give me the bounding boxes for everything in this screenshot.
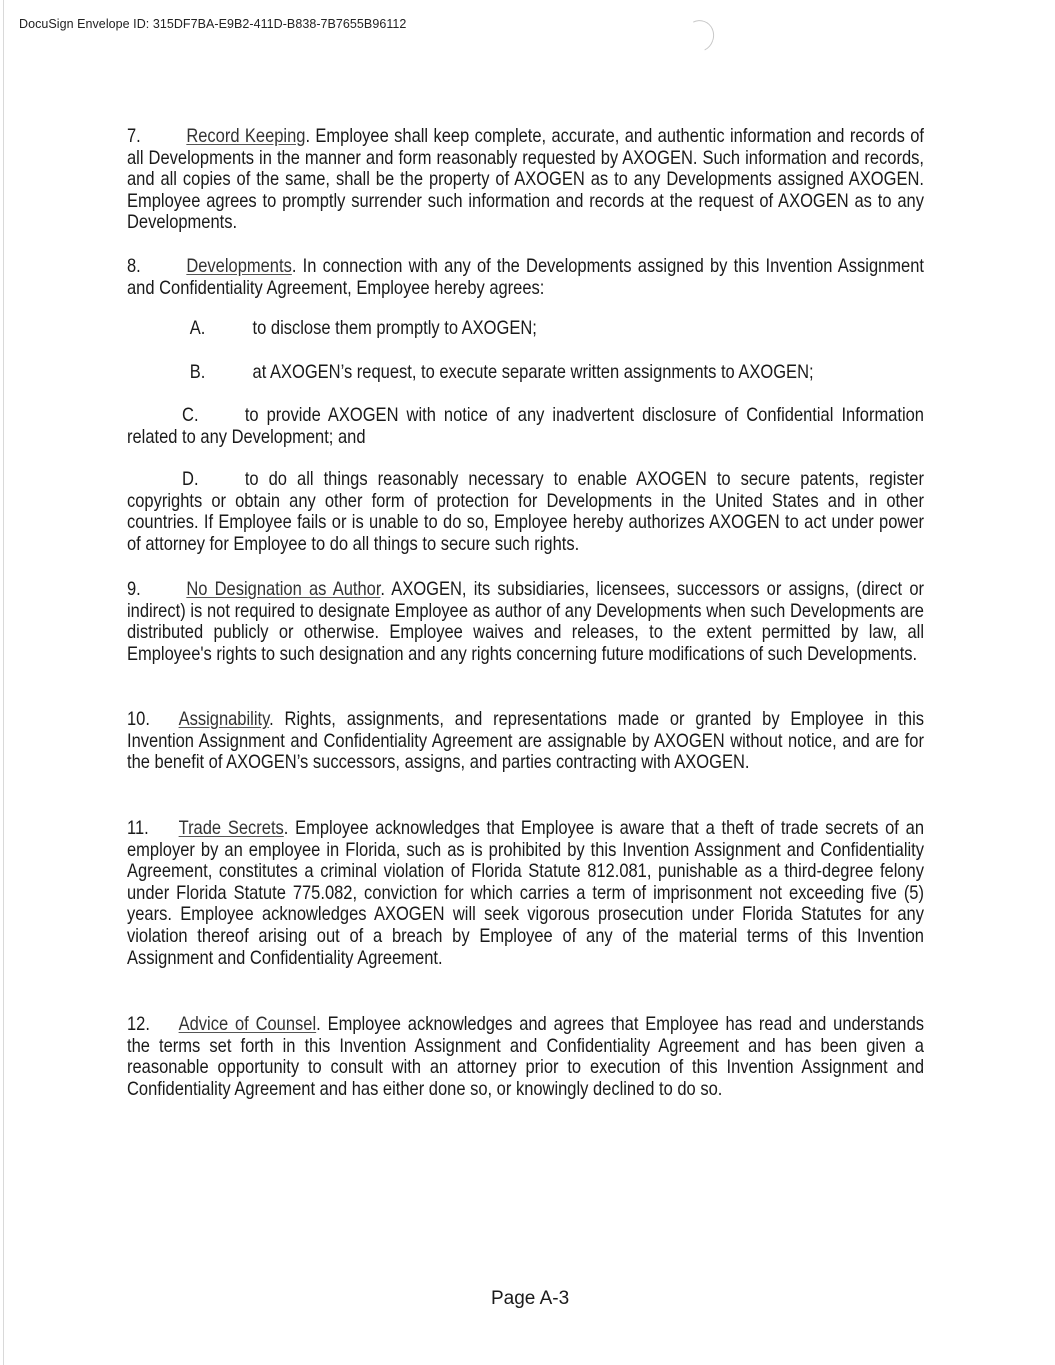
section-8 xyxy=(127,256,924,299)
section-9 xyxy=(127,579,924,665)
section-8-item-a xyxy=(127,318,924,340)
section-text: . Employee shall keep complete, accurate, and authentic information and records of all Developments in the manner and form reasonably requested by AXOGEN. Such information and records, and all copies of the same, shall be the property of AXOGEN as to any Developments assigned AXOGEN. Employee agrees to promptly surrender such information and records at the request of AXOGEN as to any Developments. xyxy=(127,126,924,234)
item-text: to do all things reasonably necessary to enable AXOGEN to secure patents, register copyrights or obtain any other form of protection for Developments in the United States and in other countries. If Employee fails or is unable to do so, Employee hereby authorizes AXOGEN to act under power of attorney for Employee to do all things to secure such rights. xyxy=(127,469,924,555)
section-heading: Advice of Counsel xyxy=(178,1014,317,1035)
section-7 xyxy=(127,126,924,234)
item-label: C. xyxy=(182,405,199,426)
section-text: . Employee acknowledges that Employee is aware that a theft of trade secrets of an employer by an employee in Florida, such as is prohibited by this Invention Assignment and Confidentiality Agreement, constitutes a criminal violation of Florida Statute 812.081, punishable as a third-degree felony under Florida Statute 775.082, conviction for which carries a term of imprisonment not exceeding five (5) years. Employee acknowledges AXOGEN will seek vigorous prosecution under Florida Statutes for any violation thereof arising out of a breach by Employee of any of the material terms of this Invention Assignment and Confidentiality Agreement. xyxy=(127,818,925,969)
section-8-item-c xyxy=(127,405,924,448)
section-8-item-d xyxy=(127,469,924,555)
section-heading: Assignability xyxy=(178,709,270,730)
scan-artifact-mark xyxy=(679,16,718,56)
page-edge-line xyxy=(3,0,4,1365)
docusign-envelope-id: DocuSign Envelope ID: 315DF7BA-E9B2-411D-B838-7B7655B96112 xyxy=(19,17,407,31)
section-number: 10. xyxy=(127,709,150,730)
section-number: 12. xyxy=(127,1014,150,1035)
section-text: . In connection with any of the Developments assigned by this Invention Assignment and Confidentiality Agreement, Employee hereby agrees: xyxy=(127,256,924,299)
item-text: to disclose them promptly to AXOGEN; xyxy=(252,318,537,339)
item-text: at AXOGEN’s request, to execute separate written assignments to AXOGEN; xyxy=(252,362,814,383)
section-number: 7. xyxy=(127,126,141,147)
section-number: 11. xyxy=(127,818,149,839)
section-heading: Developments xyxy=(186,256,292,277)
section-8-item-b xyxy=(127,362,924,384)
section-number: 8. xyxy=(127,256,141,277)
item-label: D. xyxy=(182,469,199,490)
section-text: . AXOGEN, its subsidiaries, licensees, successors or assigns, (direct or indirect) is not required to designate Employee as author of any Developments when such Developments are distributed publicly or otherwise. Employee waives and releases, to the extent permitted by law, all Employee's rights to such designation and any rights concerning future modifications of such Developments. xyxy=(127,579,924,665)
section-11 xyxy=(127,818,924,969)
item-text: to provide AXOGEN with notice of any inadvertent disclosure of Confidential Information related to any Development; and xyxy=(127,405,924,448)
item-label: A. xyxy=(189,318,206,339)
section-10 xyxy=(127,709,924,774)
section-heading: No Designation as Author xyxy=(186,579,381,600)
section-heading: Trade Secrets xyxy=(178,818,284,839)
section-12 xyxy=(127,1014,924,1100)
section-text: . Employee acknowledges and agrees that Employee has read and understands the terms set forth in this Invention Assignment and Confidentiality Agreement and has been given a reasonable opportunity to consult with an attorney prior to execution of this Invention Assignment and Confidentiality Agreement and has either done so, or knowingly declined to do so. xyxy=(127,1014,925,1100)
item-label: B. xyxy=(189,362,206,383)
section-text: . Rights, assignments, and representations made or granted by Employee in this Invention Assignment and Confidentiality Agreement are assignable by AXOGEN without notice, and are for the benefit of AXOGEN’s successors, assigns, and parties contracting with AXOGEN. xyxy=(127,709,924,774)
section-heading: Record Keeping xyxy=(186,126,306,147)
section-number: 9. xyxy=(127,579,141,600)
page-number: Page A-3 xyxy=(491,1288,570,1309)
